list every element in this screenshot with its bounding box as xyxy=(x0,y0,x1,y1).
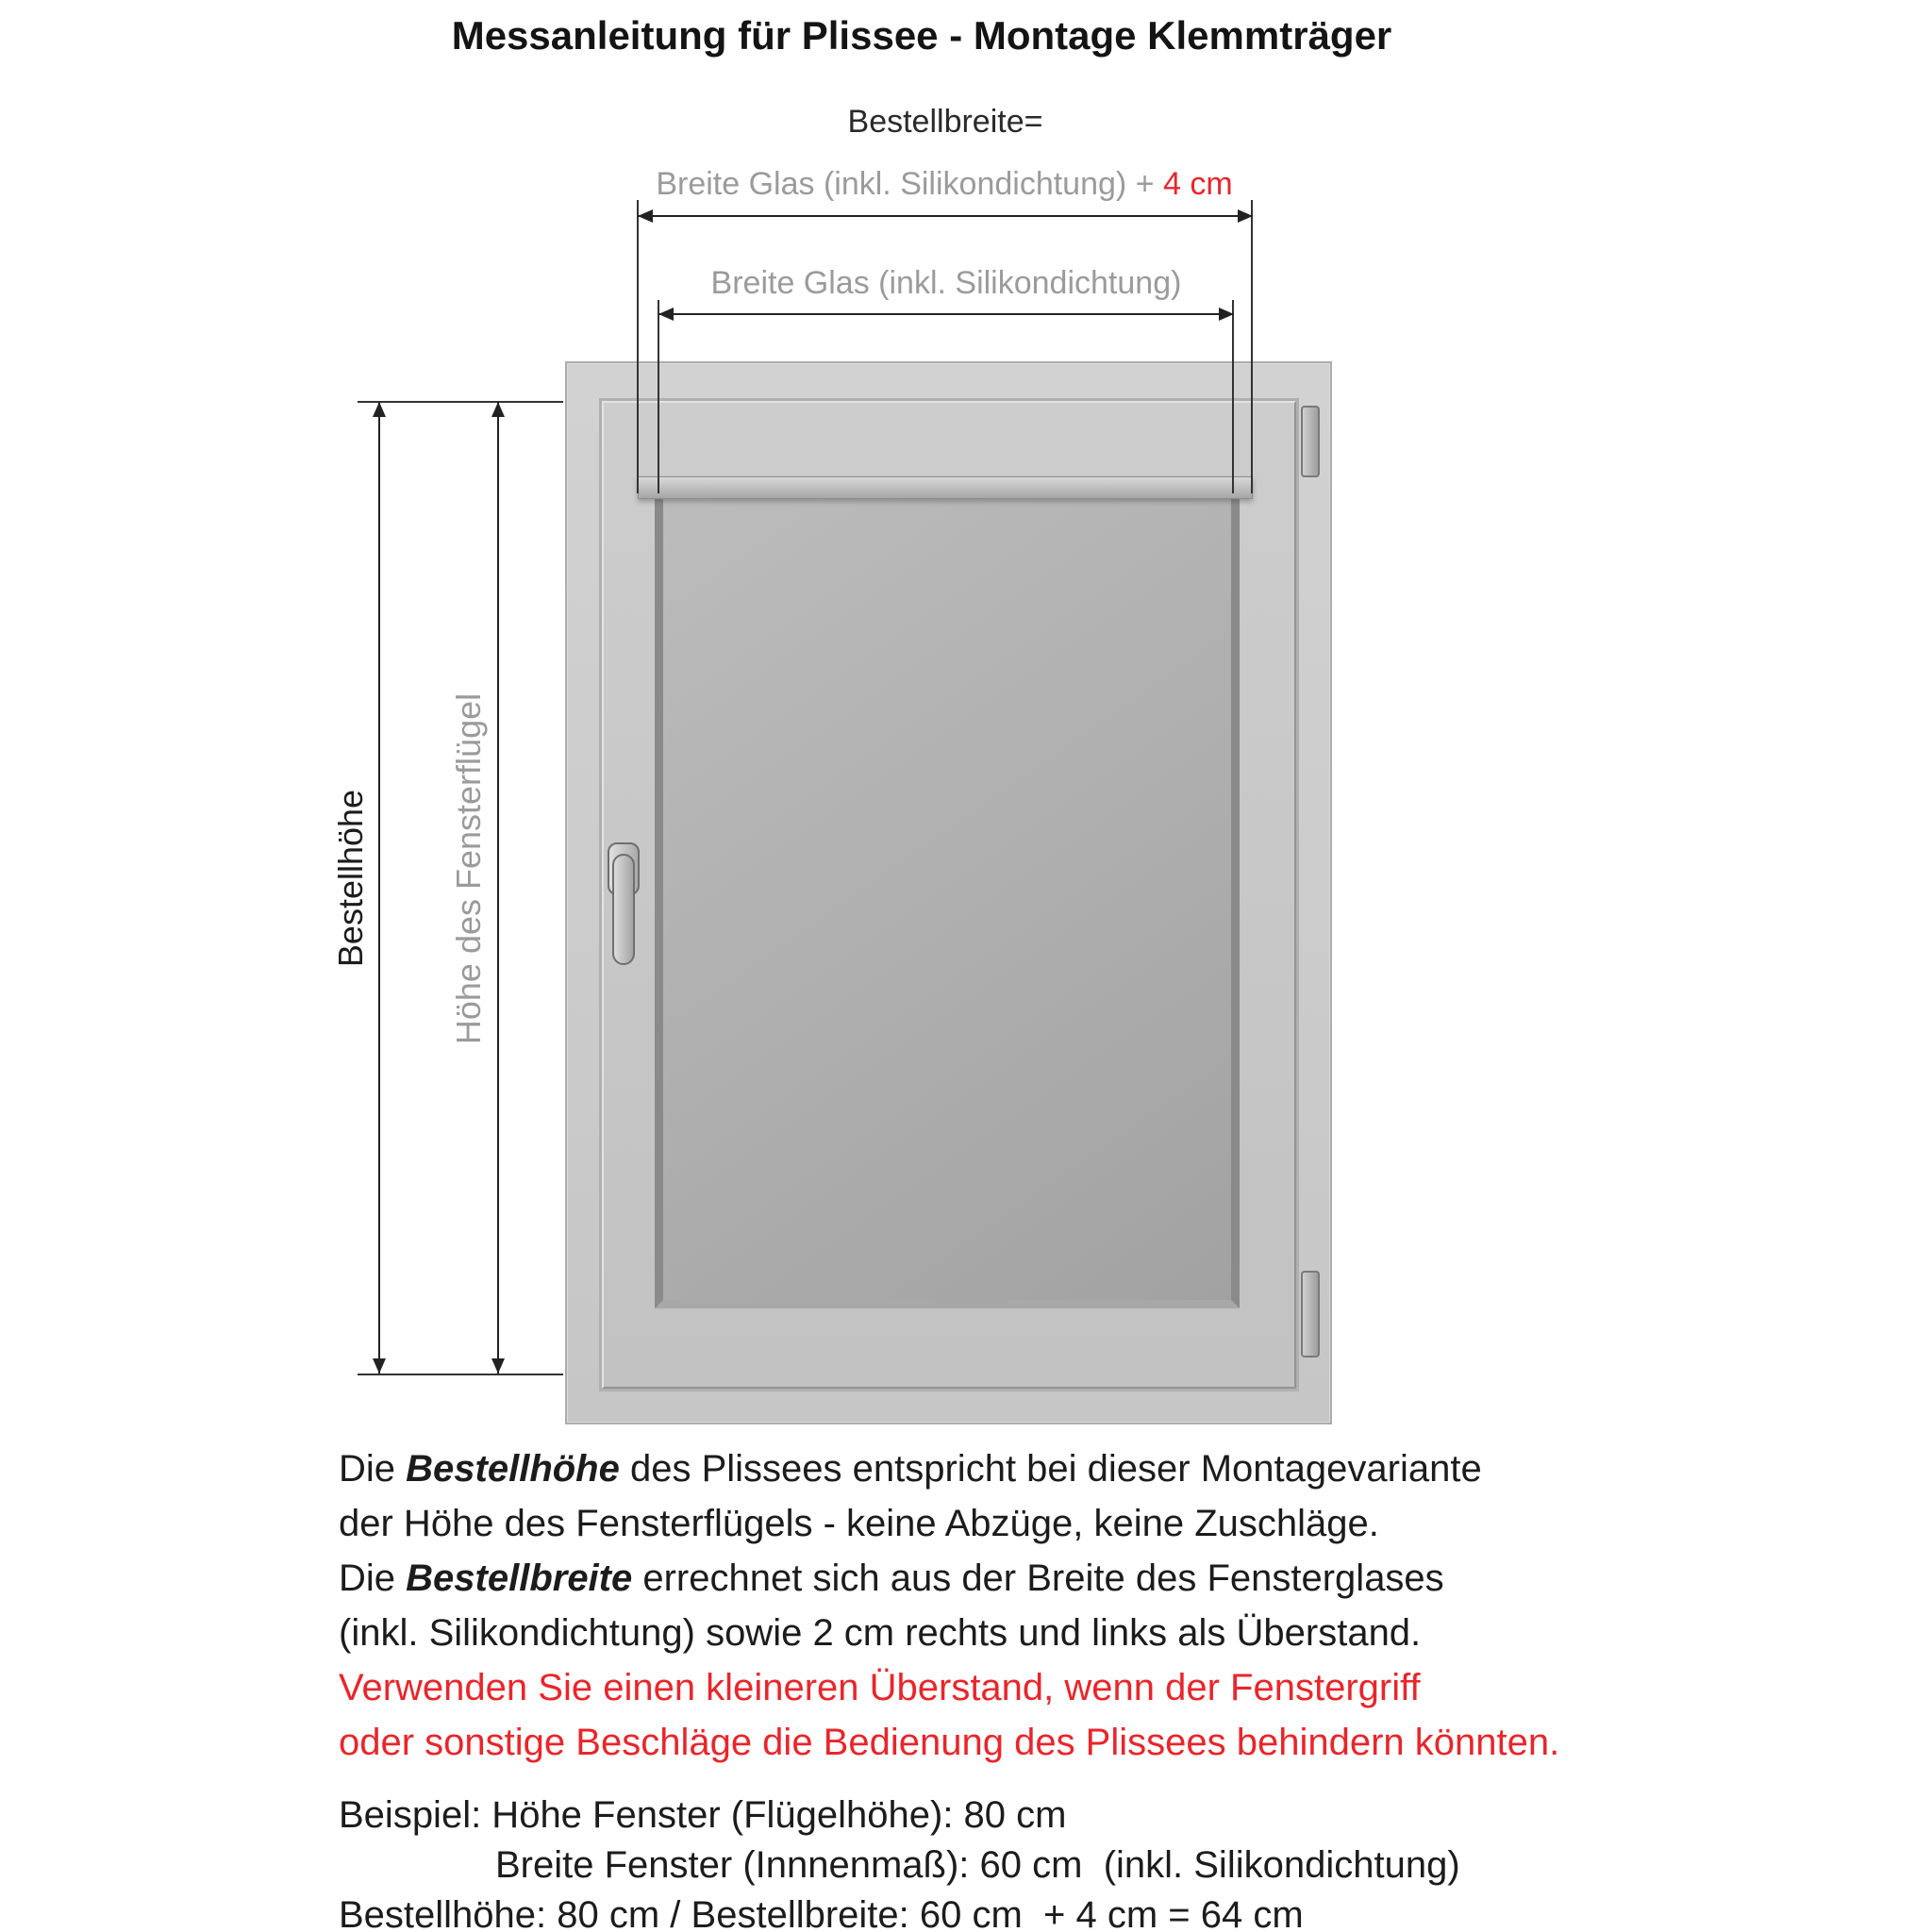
explanation-line-3-rest: errechnet sich aus der Breite des Fensterglases xyxy=(632,1557,1444,1599)
outer-width-label-value: 4 cm xyxy=(1162,166,1233,202)
height-tick-top xyxy=(358,401,563,403)
sash-height-label: Höhe des Fensterflügel xyxy=(449,692,488,1045)
explanation-line-3-pre: Die xyxy=(339,1557,407,1599)
hinge-bottom xyxy=(1301,1271,1320,1357)
order-height-arrow xyxy=(378,402,380,1374)
outer-width-label-prefix: Breite Glas (inkl. Silikondichtung) + xyxy=(656,166,1163,202)
order-height-label: Bestellhöhe xyxy=(331,789,370,968)
order-width-arrow xyxy=(638,215,1253,217)
glass-width-arrow xyxy=(658,313,1234,315)
explanation-line-2: der Höhe des Fensterflügels - keine Abzüge, keine Zuschläge. xyxy=(339,1503,1379,1544)
window-sash xyxy=(602,401,1296,1389)
height-tick-bottom xyxy=(358,1374,563,1375)
warning-line-2: oder sonstige Beschläge die Bedienung des Plissees behindern könnten. xyxy=(339,1722,1560,1763)
explanation-line-1 xyxy=(339,1441,1559,1496)
example-line-3: Bestellhöhe: 80 cm / Bestellbreite: 60 cm + 4 cm = 64 cm xyxy=(339,1894,1304,1932)
window-handle xyxy=(612,854,635,965)
plissee-top-rail xyxy=(638,476,1253,499)
explanation-line-4: (inkl. Silikondichtung) sowie 2 cm rechts und links als Überstand. xyxy=(339,1612,1422,1654)
extension-line-inner-left xyxy=(658,300,659,493)
window-glass xyxy=(655,476,1240,1308)
explanation-line-1-rest: des Plissees entspricht bei dieser Montagevariante xyxy=(619,1448,1482,1490)
order-width-label: Bestellbreite= xyxy=(847,104,1043,140)
term-bestellhoehe: Bestellhöhe xyxy=(406,1448,620,1490)
extension-line-outer-left xyxy=(637,200,639,493)
inner-width-label: Breite Glas (inkl. Silikondichtung) xyxy=(710,265,1182,301)
warning-line-1: Verwenden Sie einen kleineren Überstand, wenn der Fenstergriff xyxy=(339,1667,1421,1708)
page-title: Messanleitung für Plissee - Montage Klemmträger xyxy=(451,13,1392,58)
hinge-top xyxy=(1301,406,1320,477)
term-bestellbreite: Bestellbreite xyxy=(406,1557,633,1599)
example-line-2: Breite Fenster (Innnenmaß): 60 cm (inkl. Silikondichtung) xyxy=(495,1844,1460,1886)
example-text xyxy=(339,1790,1460,1932)
sash-height-arrow xyxy=(497,402,499,1374)
window-frame xyxy=(565,361,1332,1424)
example-line-1: Beispiel: Höhe Fenster (Flügelhöhe): 80 cm xyxy=(339,1794,1067,1836)
extension-line-inner-right xyxy=(1232,300,1234,493)
explanation-line-1-pre: Die xyxy=(339,1448,407,1490)
explanation-text xyxy=(339,1441,1559,1770)
outer-width-label xyxy=(567,166,1322,203)
extension-line-outer-right xyxy=(1251,200,1253,493)
explanation-line-3 xyxy=(339,1551,1559,1606)
